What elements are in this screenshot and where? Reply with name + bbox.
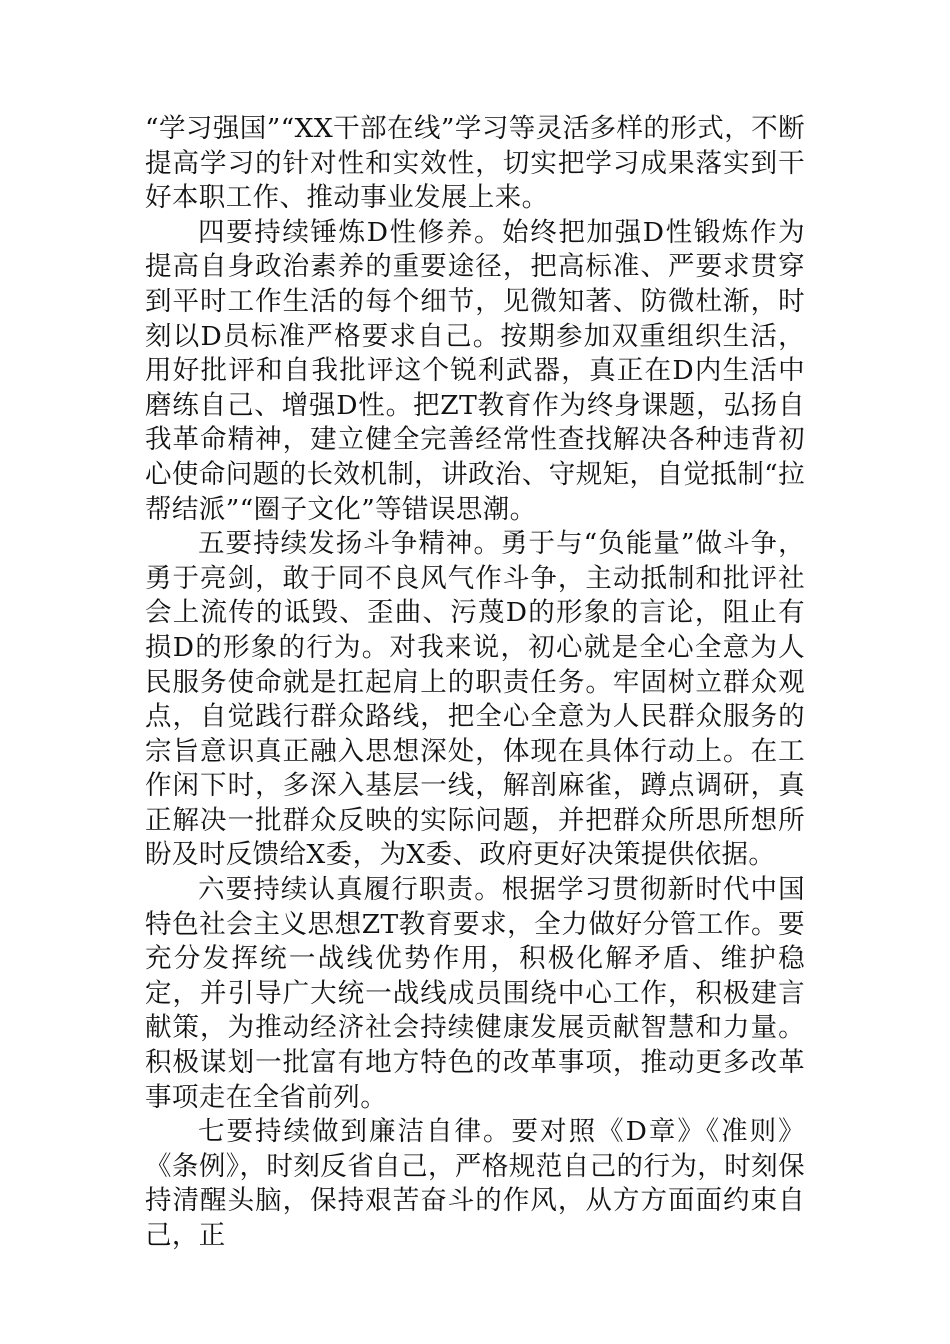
paragraph-perform-duties: 六要持续认真履行职责。根据学习贯彻新时代中国特色社会主义思想ZT教育要求，全力做好分管工作。要充分发挥统一战线优势作用，积极化解矛盾、维护稳定，并引导广大统一战线成员围绕中心工作，积极建言献策，为推动经济社会持续健康发展贡献智慧和力量。积极谋划一批富有地方特色的改革事项，推动更多改革事项走在全省前列。 [145,874,805,1113]
paragraph-party-cultivation: 四要持续锤炼D性修养。始终把加强D性锻炼作为提高自身政治素养的重要途径，把高标准、严要求贯穿到平时工作生活的每个细节，见微知著、防微杜渐，时刻以D员标准严格要求自己。按期参加双重组织生活，用好批评和自我批评这个锐利武器，真正在D内生活中磨练自己、增强D性。把ZT教育作为终身课题，弘扬自我革命精神，建立健全完善经常性查找解决各种违背初心使命问题的长效机制，讲政治、守规矩，自觉抵制“拉帮结派”“圈子文化”等错误思潮。 [145,216,805,525]
paragraph-struggle-spirit: 五要持续发扬斗争精神。勇于与“负能量”做斗争，勇于亮剑，敢于同不良风气作斗争，主动抵制和批评社会上流传的诋毁、歪曲、污蔑D的形象的言论，阻止有损D的形象的行为。对我来说，初心就是全心全意为人民服务使命就是扛起肩上的职责任务。牢固树立群众观点，自觉践行群众路线，把全心全意为人民群众服务的宗旨意识真正融入思想深处，体现在具体行动上。在工作闲下时，多深入基层一线，解剖麻雀，蹲点调研，真正解决一批群众反映的实际问题，并把群众所思所想所盼及时反馈给X委，为X委、政府更好决策提供依据。 [145,528,805,871]
paragraph-integrity-discipline: 七要持续做到廉洁自律。要对照《D章》《准则》《条例》，时刻反省自己，严格规范自己的行为，时刻保持清醒头脑，保持艰苦奋斗的作风，从方方面面约束自己，正 [145,1116,805,1251]
document-page [145,112,805,1254]
paragraph-study-forms: “学习强国”“XX干部在线”学习等灵活多样的形式，不断提高学习的针对性和实效性，切实把学习成果落实到干好本职工作、推动事业发展上来。 [145,113,805,214]
